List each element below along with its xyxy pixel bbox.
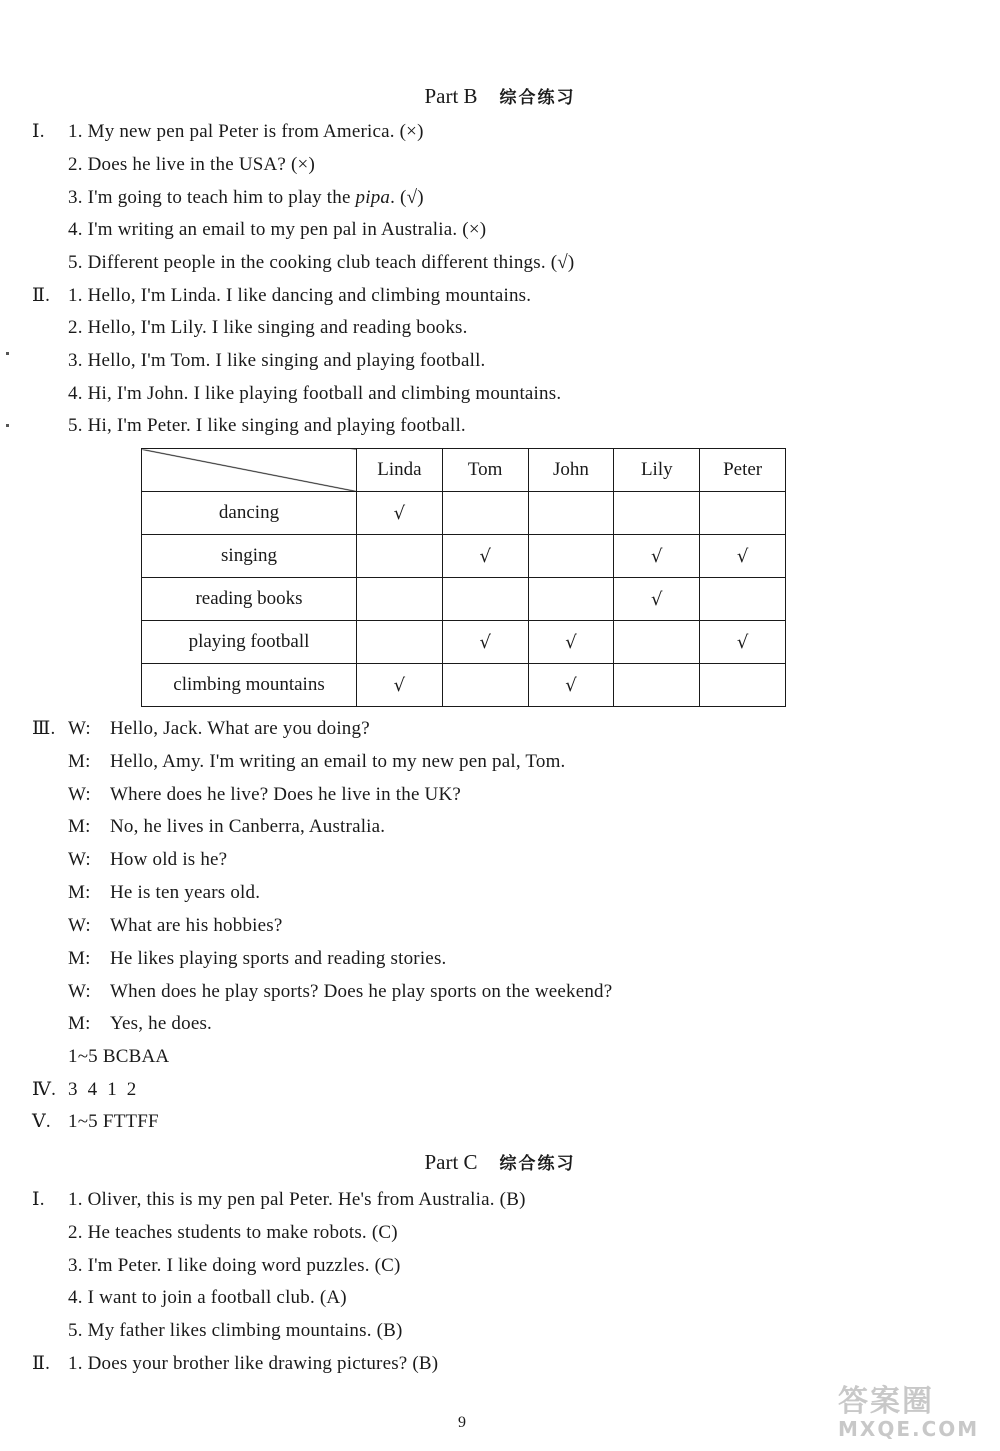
- section-roman: Ⅰ.: [32, 1189, 45, 1210]
- dialogue-text: Hello, Jack. What are you doing?: [110, 718, 370, 739]
- check-cell: √: [357, 492, 443, 535]
- item-number: 5.: [68, 1320, 83, 1341]
- table-row: [142, 492, 786, 535]
- check-cell: [528, 578, 614, 621]
- item-text: I'm writing an email to my pen pal in Australia. (×): [87, 219, 487, 240]
- answer-line: 3 4 1 2: [68, 1079, 137, 1100]
- item-text-end: . (√): [390, 187, 424, 208]
- speaker: W:: [68, 915, 91, 936]
- item-text: I'm going to teach him to play the: [87, 187, 356, 208]
- b2-item-1: [32, 284, 531, 308]
- check-cell: √: [614, 578, 700, 621]
- item-text: Different people in the cooking club teach different things. (√): [87, 252, 575, 273]
- column-header: John: [528, 449, 614, 492]
- speaker: M:: [68, 1013, 91, 1034]
- section-roman: Ⅴ.: [32, 1111, 51, 1132]
- item-text: I want to join a football club. (A): [87, 1287, 347, 1308]
- answer-line: 1~5 FTTFF: [68, 1111, 159, 1132]
- section-roman: Ⅱ.: [32, 285, 51, 306]
- b2-item-5: [68, 414, 466, 438]
- c1-item-1: [32, 1188, 526, 1212]
- speaker: W:: [68, 849, 91, 870]
- column-header: Tom: [442, 449, 528, 492]
- item-text: He teaches students to make robots. (C): [87, 1222, 398, 1243]
- column-header: Lily: [614, 449, 700, 492]
- row-label: reading books: [142, 578, 357, 621]
- item-text: Hello, I'm Lily. I like singing and reading books.: [87, 317, 468, 338]
- b1-item-3: [68, 186, 424, 210]
- answer-line: 1~5 BCBAA: [68, 1046, 170, 1067]
- dialogue-line: [32, 717, 370, 741]
- item-text: My father likes climbing mountains. (B): [87, 1320, 403, 1341]
- item-text: Hi, I'm Peter. I like singing and playing football.: [87, 415, 466, 436]
- check-cell: [442, 492, 528, 535]
- dialogue-line: [68, 881, 260, 905]
- column-header: Linda: [357, 449, 443, 492]
- check-cell: [357, 621, 443, 664]
- item-text: Hello, I'm Tom. I like singing and playing football.: [87, 350, 486, 371]
- item-number: 3.: [68, 350, 83, 371]
- item-number: 1.: [68, 1353, 83, 1374]
- check-cell: [614, 664, 700, 707]
- check-cell: √: [442, 535, 528, 578]
- dialogue-line: [68, 750, 566, 774]
- check-cell: [614, 492, 700, 535]
- watermark-logo-bottom: MXQE.COM: [838, 1417, 980, 1441]
- watermark-logo-top: 答案圈: [838, 1384, 934, 1419]
- dialogue-text: No, he lives in Canberra, Australia.: [110, 816, 386, 837]
- dialogue-line: [68, 914, 283, 938]
- part-b-title-zh: 综合练习: [499, 88, 576, 108]
- item-number: 4.: [68, 383, 83, 404]
- dialogue-line: [68, 815, 385, 839]
- dialogue-text: When does he play sports? Does he play sports on the weekend?: [110, 981, 613, 1002]
- item-text-italic: pipa: [355, 187, 391, 208]
- check-cell: √: [357, 664, 443, 707]
- c1-item-2: [68, 1221, 398, 1245]
- item-number: 1.: [68, 121, 83, 142]
- check-cell: [614, 621, 700, 664]
- dialogue-text: What are his hobbies?: [110, 915, 283, 936]
- item-number: 5.: [68, 252, 83, 273]
- page-number: 9: [458, 1414, 466, 1431]
- check-cell: [528, 492, 614, 535]
- c1-item-4: [68, 1286, 347, 1310]
- dialogue-line: [68, 947, 447, 971]
- dialogue-text: Hello, Amy. I'm writing an email to my new pen pal, Tom.: [110, 751, 566, 772]
- speaker: M:: [68, 882, 91, 903]
- margin-mark: [6, 352, 9, 355]
- check-cell: √: [700, 621, 786, 664]
- check-cell: [700, 492, 786, 535]
- dialogue-line: [68, 783, 461, 807]
- dialogue-text: Yes, he does.: [110, 1013, 213, 1034]
- item-number: 2.: [68, 1222, 83, 1243]
- part-c-title: Part C: [424, 1150, 478, 1174]
- hobby-table: [141, 448, 786, 707]
- dialogue-text: He likes playing sports and reading stories.: [110, 948, 447, 969]
- b1-item-4: [68, 218, 486, 242]
- speaker: M:: [68, 816, 91, 837]
- b1-item-5: [68, 251, 574, 275]
- item-number: 2.: [68, 154, 83, 175]
- speaker: W:: [68, 784, 91, 805]
- b1-item-1: [32, 120, 424, 144]
- section-roman: Ⅲ.: [32, 718, 56, 739]
- check-cell: [528, 535, 614, 578]
- item-text: Hi, I'm John. I like playing football and climbing mountains.: [87, 383, 562, 404]
- check-cell: [700, 664, 786, 707]
- c2-item-1: [32, 1352, 438, 1376]
- dialogue-text: Where does he live? Does he live in the UK?: [110, 784, 461, 805]
- check-cell: √: [700, 535, 786, 578]
- item-text: Does your brother like drawing pictures? (B): [87, 1353, 439, 1374]
- dialogue-line: [68, 1012, 212, 1036]
- check-cell: [357, 535, 443, 578]
- item-number: 1.: [68, 1189, 83, 1210]
- b2-item-4: [68, 382, 561, 406]
- watermark-logo: [838, 1386, 988, 1444]
- row-label: dancing: [142, 492, 357, 535]
- b1-item-2: [68, 153, 315, 177]
- section-roman: Ⅰ.: [32, 121, 45, 142]
- speaker: W:: [68, 718, 91, 739]
- item-number: 3.: [68, 187, 83, 208]
- speaker: W:: [68, 981, 91, 1002]
- row-label: singing: [142, 535, 357, 578]
- item-text: Does he live in the USA? (×): [87, 154, 315, 175]
- section-roman: Ⅱ.: [32, 1353, 51, 1374]
- item-text: I'm Peter. I like doing word puzzles. (C): [87, 1255, 401, 1276]
- check-cell: √: [614, 535, 700, 578]
- c1-item-3: [68, 1254, 401, 1278]
- check-cell: [357, 578, 443, 621]
- item-number: 4.: [68, 219, 83, 240]
- section-roman: Ⅳ.: [32, 1079, 57, 1100]
- check-cell: [442, 664, 528, 707]
- table-row: [142, 664, 786, 707]
- table-row: [142, 535, 786, 578]
- section-iv: [32, 1078, 137, 1102]
- dialogue-line: [68, 848, 227, 872]
- dialogue-line: [68, 980, 612, 1004]
- table-corner-cell: [142, 449, 357, 492]
- b2-item-3: [68, 349, 486, 373]
- column-header: Peter: [700, 449, 786, 492]
- dialogue-text: How old is he?: [110, 849, 228, 870]
- item-number: 1.: [68, 285, 83, 306]
- item-text: Hello, I'm Linda. I like dancing and climbing mountains.: [87, 285, 532, 306]
- section-v: [32, 1110, 159, 1134]
- part-c-title-zh: 综合练习: [499, 1154, 576, 1174]
- item-number: 2.: [68, 317, 83, 338]
- dialogue-text: He is ten years old.: [110, 882, 261, 903]
- c1-item-5: [68, 1319, 403, 1343]
- check-cell: √: [528, 621, 614, 664]
- check-cell: √: [528, 664, 614, 707]
- row-label: playing football: [142, 621, 357, 664]
- margin-mark: [6, 424, 9, 427]
- check-cell: √: [442, 621, 528, 664]
- table-row: [142, 621, 786, 664]
- speaker: M:: [68, 948, 91, 969]
- item-number: 3.: [68, 1255, 83, 1276]
- part-b-title: Part B: [424, 84, 478, 108]
- b2-item-2: [68, 316, 468, 340]
- speaker: M:: [68, 751, 91, 772]
- check-cell: [442, 578, 528, 621]
- table-header-row: [142, 449, 786, 492]
- row-label: climbing mountains: [142, 664, 357, 707]
- check-cell: [700, 578, 786, 621]
- item-text: Oliver, this is my pen pal Peter. He's from Australia. (B): [87, 1189, 526, 1210]
- item-number: 5.: [68, 415, 83, 436]
- table-row: [142, 578, 786, 621]
- part-b-heading: [0, 82, 1000, 112]
- item-text: My new pen pal Peter is from America. (×): [87, 121, 424, 142]
- item-number: 4.: [68, 1287, 83, 1308]
- part-c-heading: [0, 1148, 1000, 1178]
